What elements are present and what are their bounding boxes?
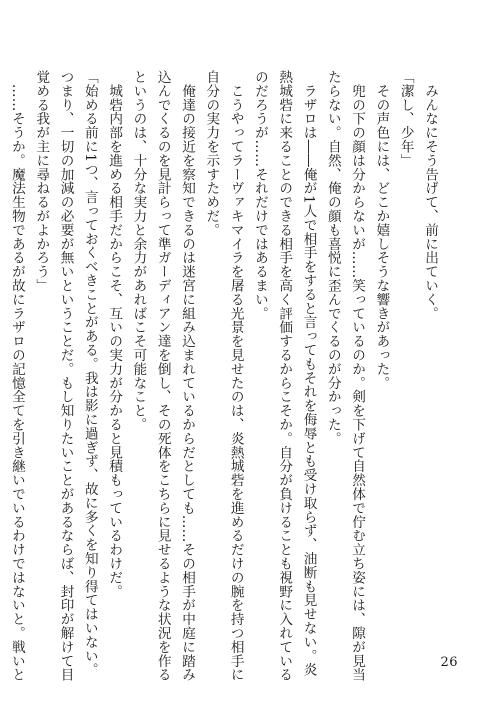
body-line: ラザロは――俺が1人で相手をすると言ってもそれを侮辱とも受け取らず、油断も見せない。炎 [300, 70, 317, 677]
body-line: つまり、一切の加減の必要が無いということだ。もし知りたいことがあるならば、封印が解けて目 [57, 70, 74, 682]
body-line: こうやってラーヴァキマイラを屠る光景を見せたのは、炎熱城砦を進めるだけの腕を持つ相手に [227, 70, 244, 682]
body-line: 俺達の接近を察知できるのは迷宮に組み込まれているからだとしても……その相手が中庭に踏み [179, 70, 196, 682]
body-line: 「潔し、少年」 [397, 70, 414, 168]
body-line: というのは、十分な実力と余力があればこそ可能なこと。 [130, 70, 147, 432]
body-line: 込んでくるのを見計らって準ガーディアン達を倒し、その死体をこちらに見せるような状況を作る [154, 70, 171, 682]
body-line: 城砦内部を進める相手だからこそ、互いの実力が分かると見積もっているわけだ。 [106, 70, 123, 599]
body-line: 兜の下の顔は分からないが……笑っているのか。剣を下げて自然体で佇む立ち姿には、隙が見当 [349, 70, 366, 682]
body-line: 自分の実力を示すためだ。 [203, 70, 220, 237]
body-line: その声色には、どこか嬉しそうな響きがあった。 [373, 70, 390, 390]
body-text [8, 70, 442, 682]
page-number: 26 [440, 655, 458, 670]
body-line: たらない。自然、俺の顔も喜悦に歪んでくるのが分かった。 [324, 70, 341, 446]
body-line: 「始める前に1つ、言っておくべきことがある。我は影に過ぎず、故に多くを知り得てはいない。 [81, 70, 98, 677]
body-line: ……そうか。魔法生物であるが故にラザロの記憶全てを引き継いでいるわけではないと。戦いと [8, 70, 25, 682]
body-line: 覚める我が主に尋ねるがよかろう」 [33, 70, 50, 293]
body-line: 熱城砦に来ることのできる相手を高く評価するからこそか。自分が負けることも視野に入れている [276, 70, 293, 682]
body-line: みんなにそう告げて、前に出ていく。 [422, 70, 438, 321]
body-line: のだろうが……それだけではあるまい。 [251, 70, 268, 321]
